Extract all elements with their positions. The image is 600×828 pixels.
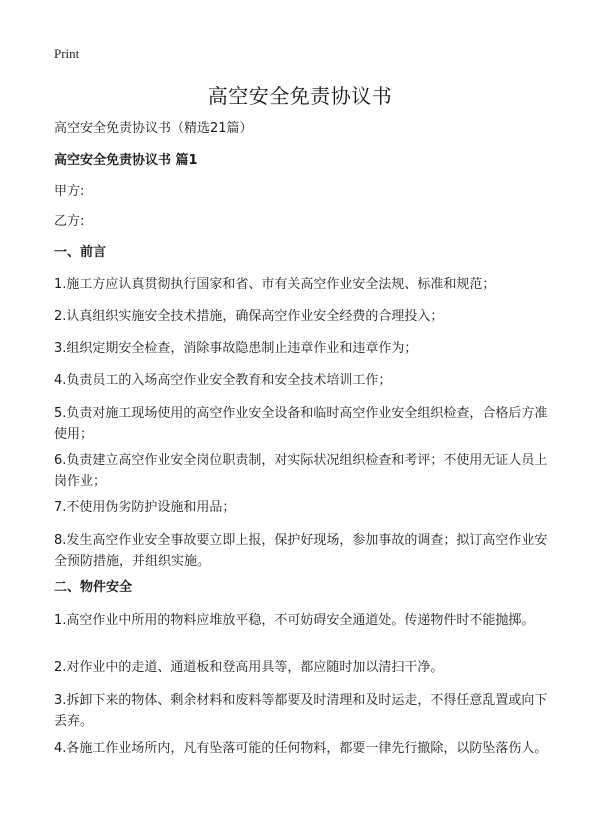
list-item: 8.发生高空作业安全事故要立即上报，保护好现场，参加事故的调查；拟订高空作业安全预防措施，并组织实施。 — [54, 533, 548, 569]
list-item: 1.施工方应认真贯彻执行国家和省、市有关高空作业安全法规、标准和规范； — [54, 277, 496, 292]
document-title: 高空安全免责协议书 — [207, 84, 393, 108]
document-subtitle: 高空安全免责协议书（精选21篇） — [54, 121, 253, 136]
section-heading-items: 二、物件安全 — [54, 580, 133, 595]
list-item: 5.负责对施工现场使用的高空作业安全设备和临时高空作业安全组织检查，合格后方准使用； — [54, 406, 548, 442]
section-heading-preface: 一、前言 — [54, 245, 107, 260]
party-a-field: 甲方: — [54, 184, 85, 199]
party-b-field: 乙方: — [54, 214, 85, 229]
list-item: 2.对作业中的走道、通道板和登高用具等，都应随时加以清扫干净。 — [54, 660, 444, 675]
list-item: 4.负责员工的入场高空作业安全教育和安全技术培训工作； — [54, 373, 392, 388]
list-item: 1.高空作业中所用的物料应堆放平稳，不可妨碍安全通道处。传递物件时不能抛掷。 — [54, 613, 535, 628]
list-item: 6.负责建立高空作业安全岗位职责制，对实际状况组织检查和考评；不使用无证人员上岗作业； — [54, 453, 548, 489]
list-item: 2.认真组织实施安全技术措施，确保高空作业安全经费的合理投入； — [54, 309, 444, 324]
list-item: 3.组织定期安全检查，消除事故隐患制止违章作业和违章作为； — [54, 341, 418, 356]
print-label: Print — [54, 46, 80, 61]
list-item: 7.不使用伪劣防护设施和用品； — [54, 500, 236, 515]
list-item: 4.各施工作业场所内，凡有坠落可能的任何物料，都要一律先行撤除，以防坠落伤人。 — [54, 741, 548, 756]
article-heading: 高空安全免责协议书 篇1 — [54, 153, 198, 168]
list-item: 3.拆卸下来的物体、剩余材料和废料等都要及时清理和及时运走，不得任意乱置或向下丢弃。 — [54, 693, 548, 729]
